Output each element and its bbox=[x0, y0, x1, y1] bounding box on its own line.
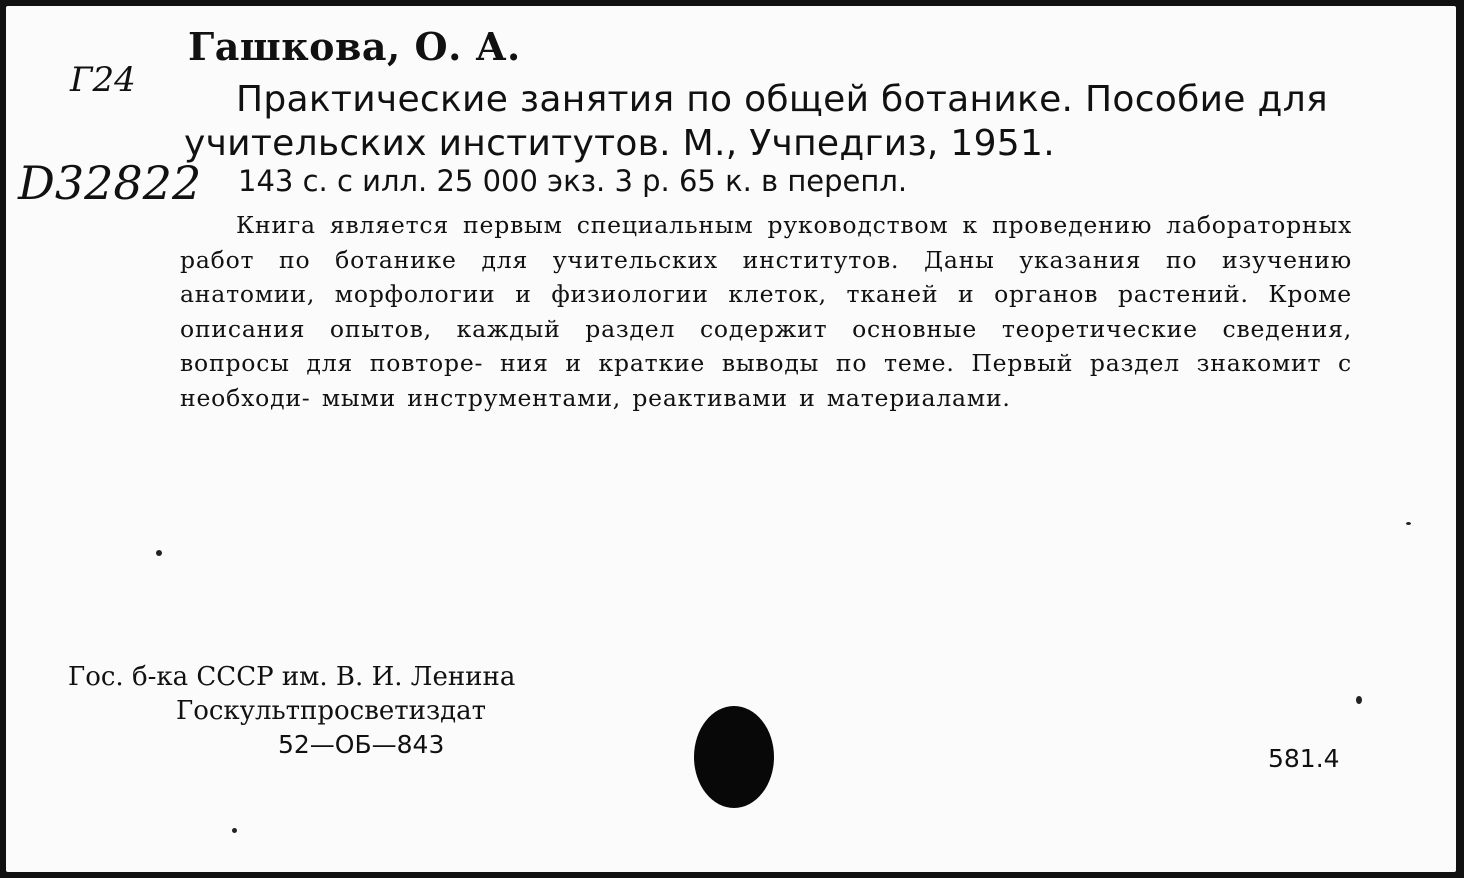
annotation-line: лабораторных работ по ботанике для учительских институтов. Даны bbox=[180, 211, 1352, 274]
order-number: 52—ОБ—843 bbox=[278, 730, 445, 759]
ink-speck bbox=[232, 828, 237, 833]
udc-code: 581.4 bbox=[1268, 744, 1340, 773]
annotation-line: ния и краткие выводы по теме. Первый раздел знакомит с необходи- bbox=[180, 349, 1352, 412]
annotation-line: мыми инструментами, реактивами и материалами. bbox=[321, 383, 1011, 412]
catalog-card bbox=[6, 6, 1456, 872]
ink-speck bbox=[1356, 696, 1362, 704]
publisher-name: Госкультпросветиздат bbox=[176, 696, 487, 726]
annotation-line: указания по изучению анатомии, морфологии и физиологии клеток, bbox=[180, 245, 1352, 308]
ink-speck bbox=[1406, 522, 1411, 525]
annotation-line: Книга является первым специальным руководством к проведению bbox=[236, 211, 1153, 239]
punch-hole bbox=[694, 706, 774, 808]
title-line: учительских институтов. М., Учпедгиз, 1951. bbox=[184, 123, 1055, 164]
annotation-line: тканей и органов растений. Кроме описания опытов, каждый раздел bbox=[180, 280, 1352, 343]
annotation-line: содержит основные теоретические сведения, вопросы для повторе- bbox=[180, 314, 1352, 377]
call-mark: Г24 bbox=[70, 60, 136, 100]
library-name: Гос. б-ка СССР им. В. И. Ленина bbox=[68, 662, 516, 692]
title-line: Практические занятия по общей ботанике. Пособие для bbox=[236, 79, 1328, 120]
inventory-number: D32822 bbox=[18, 156, 202, 210]
imprint-line: 143 с. с илл. 25 000 экз. 3 р. 65 к. в перепл. bbox=[238, 164, 908, 198]
author-heading: Гашкова, О. А. bbox=[188, 24, 521, 69]
book-title bbox=[184, 78, 1384, 166]
annotation bbox=[180, 208, 1352, 415]
ink-speck bbox=[156, 550, 162, 556]
